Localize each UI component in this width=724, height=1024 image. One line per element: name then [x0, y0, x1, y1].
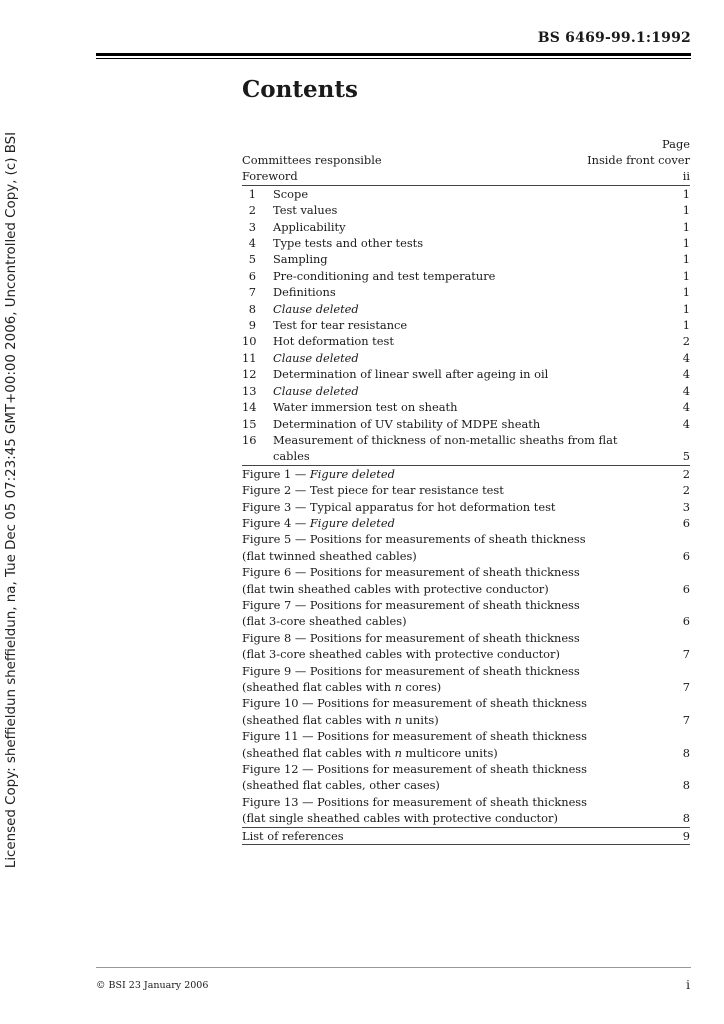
figure-prefix: Figure 3 —	[242, 499, 310, 514]
figure-entry-1[interactable]	[242, 466, 690, 482]
clause-entry-13[interactable]	[242, 383, 690, 399]
clause-number: 11	[242, 350, 257, 365]
clause-title: Applicability	[273, 219, 346, 234]
clause-page: 1	[682, 186, 690, 201]
header-rule-thick	[96, 53, 691, 56]
clause-title	[256, 432, 673, 465]
clause-title: Sampling	[273, 252, 328, 267]
figure-page: 6	[682, 515, 690, 530]
figure-page: 8	[682, 778, 690, 793]
clause-entry-10[interactable]	[242, 333, 690, 349]
figure-page: 7	[682, 680, 690, 694]
clause-title: Clause deleted	[273, 383, 359, 398]
clause-number: 5	[248, 252, 256, 267]
toc-entry-page: Inside front cover	[587, 153, 690, 167]
figure-page: 6	[682, 614, 690, 629]
clause-title: Test for tear resistance	[273, 318, 408, 333]
figure-entry-6[interactable]	[242, 564, 690, 597]
figure-title	[242, 663, 673, 696]
figure-title-line: Figure 6 — Positions for measurement of sheath thickness	[242, 565, 580, 580]
figure-page: 2	[682, 483, 690, 498]
clause-page: 4	[682, 367, 690, 382]
clause-entry-7[interactable]	[242, 284, 690, 300]
figure-title	[242, 515, 673, 531]
figure-title	[242, 466, 673, 482]
clause-page: 4	[682, 350, 690, 365]
figure-title-line: Figure 13 — Positions for measurement of sheath thickness	[242, 794, 588, 809]
figure-list	[242, 466, 690, 828]
figure-title-line-start: (sheathed flat cables with	[242, 712, 395, 727]
clause-number: 7	[248, 285, 256, 300]
clause-page: 1	[682, 236, 690, 251]
figure-page: 6	[682, 581, 690, 596]
figure-prefix: Figure 4 —	[242, 515, 310, 530]
figure-title	[242, 499, 673, 515]
toc-entry-page: 9	[682, 828, 690, 843]
figure-title	[242, 531, 673, 564]
figure-entry-13[interactable]	[242, 794, 690, 828]
figure-title-line-start: (sheathed flat cables with	[242, 680, 395, 694]
figure-entry-10[interactable]	[242, 695, 690, 728]
clause-page: 1	[682, 301, 690, 316]
toc-entry-committees[interactable]	[242, 152, 690, 168]
figure-title-line: Figure 12 — Positions for measurement of sheath thickness	[242, 762, 588, 777]
figure-prefix: Figure 1 —	[242, 466, 310, 481]
clause-entry-1[interactable]	[242, 186, 690, 202]
figure-title	[242, 482, 673, 498]
clause-page: 5	[682, 449, 690, 464]
clause-title: Determination of UV stability of MDPE sheath	[273, 416, 541, 431]
clause-title-line: Measurement of thickness of non-metallic sheaths from flat	[273, 432, 618, 447]
figure-entry-3[interactable]	[242, 499, 690, 515]
figure-entry-9[interactable]	[242, 663, 690, 696]
figure-title	[242, 761, 673, 794]
figure-page: 2	[682, 466, 690, 481]
figure-title-line: (flat 3-core sheathed cables)	[242, 614, 407, 629]
figure-title-line: (flat twinned sheathed cables)	[242, 548, 417, 563]
clause-page: 1	[682, 318, 690, 333]
clause-title: Definitions	[273, 285, 336, 300]
figure-variable-n: n	[394, 745, 402, 760]
figure-title-line-end: cores)	[401, 680, 442, 694]
toc-entry-label: Foreword	[242, 169, 298, 184]
clause-entry-15[interactable]	[242, 416, 690, 432]
figure-entry-11[interactable]	[242, 728, 690, 761]
clause-number: 8	[248, 301, 256, 316]
toc-entry-label: Committees responsible	[242, 153, 382, 167]
clause-page: 4	[682, 400, 690, 415]
clause-title: Water immersion test on sheath	[273, 400, 458, 415]
clause-number: 6	[248, 268, 256, 283]
clause-title: Determination of linear swell after ageing in oil	[273, 367, 549, 382]
figure-title-line: (flat twin sheathed cables with protective conductor)	[242, 581, 549, 596]
figure-name: Test piece for tear resistance test	[309, 483, 504, 498]
clause-page: 1	[682, 252, 690, 267]
figure-title	[242, 728, 673, 761]
clause-title: Scope	[273, 186, 309, 201]
clause-page: 4	[682, 416, 690, 431]
clause-entry-2[interactable]	[242, 202, 690, 218]
clause-number: 13	[242, 383, 257, 398]
footer-page-number: i	[686, 978, 690, 992]
clause-number: 10	[242, 334, 257, 349]
figure-title-line: (flat single sheathed cables with protective conductor)	[242, 811, 558, 826]
figure-title-line-end: units)	[401, 712, 439, 727]
clause-entry-16[interactable]	[242, 432, 690, 466]
clause-page: 4	[682, 383, 690, 398]
figure-entry-5[interactable]	[242, 531, 690, 564]
figure-title-line: (flat 3-core sheathed cables with protective conductor)	[242, 647, 560, 662]
toc-entry-page: ii	[682, 169, 690, 184]
figure-title	[242, 630, 673, 663]
figure-name: Typical apparatus for hot deformation test	[309, 499, 556, 514]
figure-page: 8	[682, 745, 690, 760]
clause-entry-9[interactable]	[242, 317, 690, 333]
clause-entry-5[interactable]	[242, 251, 690, 267]
page-title: Contents	[242, 76, 358, 103]
figure-page: 3	[682, 499, 690, 514]
figure-title-line: (sheathed flat cables, other cases)	[242, 778, 440, 793]
figure-title-line-start: (sheathed flat cables with	[242, 745, 395, 760]
figure-name: Figure deleted	[309, 515, 395, 530]
clause-entry-3[interactable]	[242, 219, 690, 235]
clause-number: 16	[242, 432, 257, 447]
clause-number: 1	[248, 186, 256, 201]
figure-title-line: Figure 5 — Positions for measurements of sheath thickness	[242, 532, 586, 547]
header-rule-thin	[96, 58, 691, 59]
clause-number: 4	[248, 236, 256, 251]
figure-title	[242, 794, 673, 827]
footer-rule	[96, 967, 691, 968]
figure-title	[242, 695, 673, 728]
clause-page: 2	[682, 334, 690, 349]
figure-variable-n: n	[394, 680, 402, 694]
figure-variable-n: n	[394, 712, 402, 727]
clause-entry-8[interactable]	[242, 301, 690, 317]
toc-entry-foreword[interactable]	[242, 168, 690, 185]
clause-entry-12[interactable]	[242, 366, 690, 382]
figure-title-line: Figure 9 — Positions for measurement of sheath thickness	[242, 663, 580, 678]
figure-page: 8	[682, 811, 690, 826]
clause-number: 12	[242, 367, 257, 382]
clause-title: Type tests and other tests	[273, 236, 424, 251]
figure-entry-7[interactable]	[242, 597, 690, 630]
clause-title: Clause deleted	[273, 301, 359, 316]
figure-title-line: Figure 10 — Positions for measurement of sheath thickness	[242, 696, 588, 711]
clause-title-line: cables	[273, 449, 310, 464]
clause-title: Test values	[273, 203, 338, 218]
clause-title: Hot deformation test	[273, 334, 394, 349]
clause-number: 9	[248, 318, 256, 333]
figure-title	[242, 597, 673, 630]
clause-page: 1	[682, 203, 690, 218]
figure-entry-2[interactable]	[242, 482, 690, 498]
page-column-heading: Page	[662, 137, 690, 151]
clause-number: 2	[248, 203, 256, 218]
figure-title-line: Figure 7 — Positions for measurement of sheath thickness	[242, 597, 580, 612]
clause-entry-14[interactable]	[242, 399, 690, 415]
clause-list	[242, 186, 690, 466]
figure-entry-12[interactable]	[242, 761, 690, 794]
clause-page: 1	[682, 219, 690, 234]
footer-copyright: © BSI 23 January 2006	[96, 980, 209, 991]
figure-entry-8[interactable]	[242, 630, 690, 663]
toc-entry-label: List of references	[242, 828, 344, 843]
clause-entry-4[interactable]	[242, 235, 690, 251]
figure-title	[242, 564, 673, 597]
clause-number: 3	[248, 219, 256, 234]
figure-prefix: Figure 2 —	[242, 483, 310, 498]
clause-title: Clause deleted	[273, 350, 359, 365]
clause-page: 1	[682, 268, 690, 283]
figure-title-line: Figure 11 — Positions for measurement of sheath thickness	[242, 729, 588, 744]
figure-title-line: Figure 8 — Positions for measurement of sheath thickness	[242, 630, 580, 645]
toc-entry-references[interactable]	[242, 828, 690, 845]
clause-entry-6[interactable]	[242, 268, 690, 284]
clause-page: 1	[682, 285, 690, 300]
figure-entry-4[interactable]	[242, 515, 690, 531]
clause-number: 15	[242, 416, 257, 431]
figure-page: 7	[682, 647, 690, 662]
figure-page: 6	[682, 548, 690, 563]
table-of-contents	[242, 136, 690, 845]
figure-name: Figure deleted	[309, 466, 395, 481]
clause-entry-11[interactable]	[242, 350, 690, 366]
license-watermark: Licensed Copy: sheffieldun sheffieldun, na, Tue Dec 05 07:23:45 GMT+00:00 2006, Uncontrolled Copy, (c) BSI	[4, 131, 19, 869]
clause-title: Pre-conditioning and test temperature	[273, 268, 496, 283]
figure-title-line-end: multicore units)	[401, 745, 498, 760]
figure-page: 7	[682, 712, 690, 727]
clause-number: 14	[242, 400, 257, 415]
document-identifier: BS 6469-99.1:1992	[537, 30, 691, 46]
